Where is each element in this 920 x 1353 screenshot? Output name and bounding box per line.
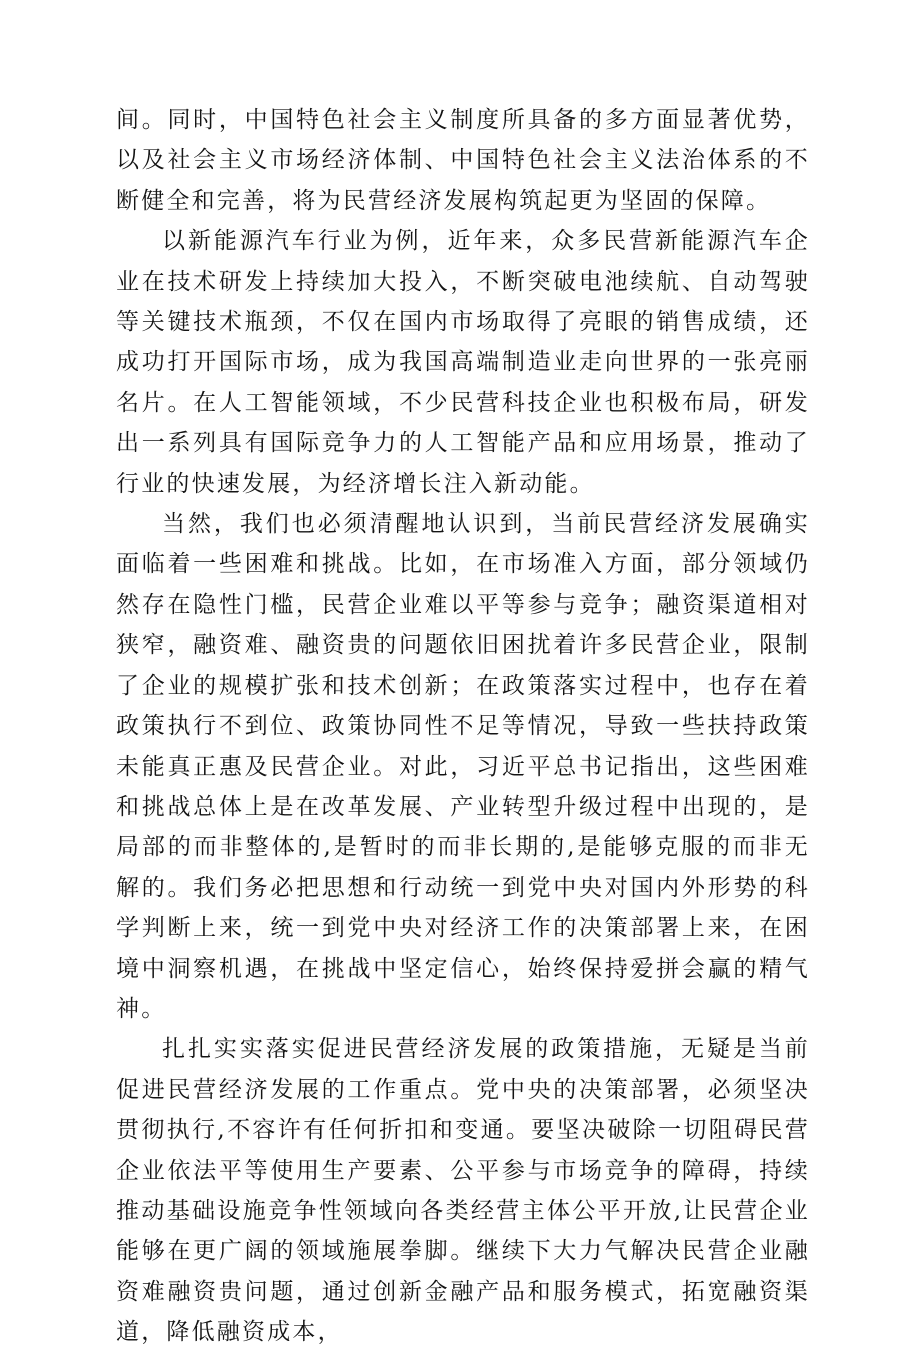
paragraph-difficulties-challenges: 当然，我们也必须清醒地认识到，当前民营经济发展确实面临着一些困难和挑战。比如，在市场准入方面，部分领域仍然存在隐性门槛，民营企业难以平等参与竞争；融资渠道相对狭窄，融资难、融资贵的问题依旧困扰着许多民营企业，限制了企业的规模扩张和技术创新；在政策落实过程中，也存在着政策执行不到位、政策协同性不足等情况，导致一些扶持政策未能真正惠及民营企业。对此，习近平总书记指出，这些困难和挑战总体上是在改革发展、产业转型升级过程中出现的，是局部的而非整体的,是暂时的而非长期的,是能够克服的而非无解的。我们务必把思想和行动统一到党中央对国内外形势的科学判断上来，统一到党中央对经济工作的决策部署上来，在困境中洞察机遇，在挑战中坚定信心，始终保持爱拼会赢的精气神。 [116,511,810,1022]
paragraph-continuation: 间。同时，中国特色社会主义制度所具备的多方面显著优势，以及社会主义市场经济体制、中国特色社会主义法治体系的不断健全和完善，将为民营经济发展构筑起更为坚固的保障。 [116,107,810,214]
paragraph-policy-measures: 扎扎实实落实促进民营经济发展的政策措施，无疑是当前促进民营经济发展的工作重点。党中央的决策部署，必须坚决贯彻执行,不容许有任何折扣和变通。要坚决破除一切阻碍民营企业依法平等使用生产要素、公平参与市场竞争的障碍，持续推动基础设施竞争性领域向各类经营主体公平开放,让民营企业能够在更广阔的领域施展拳脚。继续下大力气解决民营企业融资难融资贵问题，通过创新金融产品和服务模式，拓宽融资渠道，降低融资成本， [116,1036,810,1346]
paragraph-new-energy-vehicles: 以新能源汽车行业为例，近年来，众多民营新能源汽车企业在技术研发上持续加大投入，不断突破电池续航、自动驾驶等关键技术瓶颈，不仅在国内市场取得了亮眼的销售成绩，还成功打开国际市场，成为我国高端制造业走向世界的一张亮丽名片。在人工智能领域，不少民营科技企业也积极布局，研发出一系列具有国际竞争力的人工智能产品和应用场景，推动了行业的快速发展，为经济增长注入新动能。 [116,228,810,497]
